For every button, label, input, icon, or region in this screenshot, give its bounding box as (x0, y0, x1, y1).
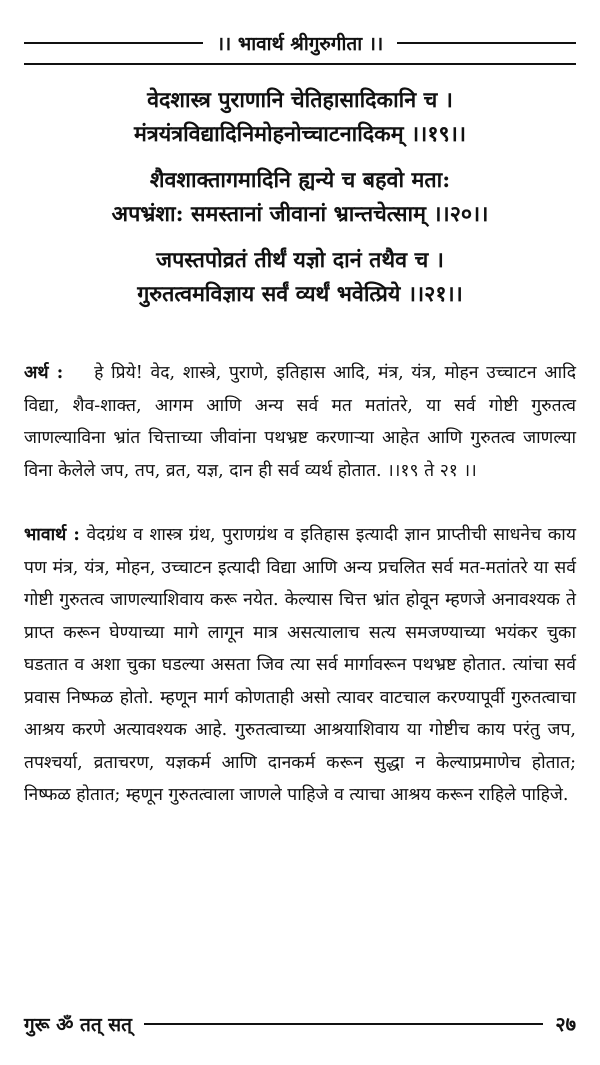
meaning-label: अर्थ : (24, 363, 64, 383)
page-number: २७ (555, 1012, 576, 1036)
verses (0, 84, 600, 324)
verse-21 (0, 244, 600, 312)
footer-text: गुरू ॐ तत् सत् (24, 1013, 132, 1036)
verse-19 (0, 84, 600, 152)
meaning-paragraph (24, 357, 576, 487)
verse-line: जपस्तपोव्रतं तीर्थं यज्ञो दानं तथैव च । (156, 248, 444, 273)
verse-line: गुरुतत्वमविज्ञाय सर्वं व्यर्थं भवेत्प्रिये ।।२१।। (137, 282, 463, 307)
explanation-text: वेदग्रंथ व शास्त्र ग्रंथ, पुराणग्रंथ व इतिहास इत्यादी ज्ञान प्राप्तीची साधनेच काय पण मंत्र, यंत्र, मोहन, उच्चाटन इत्यादी विद्या आणि अन्य प्रचलित सर्व मत-मतांतरे या सर्व गोष्टी गुरुतत्व जाणल्याशिवाय करू नयेत. केल्यास चित्त भ्रांत होवून म्हणजे अनावश्यक ते प्राप्त करून घेण्याच्या मागे लागून मात्र असत्यालाच सत्य समजण्याच्या भयंकर चुका घडतात व अशा चुका घडल्या असता जिव त्या सर्व मार्गावरून पथभ्रष्ट होतात. त्यांचा सर्व प्रवास निष्फळ होतो. म्हणून मार्ग कोणताही असो त्यावर वाटचाल करण्यापूर्वी गुरुतत्वाचा आश्रय करणे अत्यावश्यक आहे. गुरुतत्वाच्या आश्रयाशिवाय या गोष्टीच काय परंतु जप, तपश्चर्या, व्रताचरण, यज्ञकर्म आणि दानकर्म करून सुद्धा न केल्याप्रमाणेच होतात; निष्फळ होतात; म्हणून गुरुतत्वाला जाणले पाहिजे व त्याचा आश्रय करून राहिले पाहिजे. (24, 525, 576, 805)
verse-line: वेदशास्त्र पुराणानि चेतिहासादिकानि च । (147, 88, 453, 113)
explanation-paragraph (24, 519, 576, 812)
running-header (24, 30, 576, 56)
verse-line: मंत्रयंत्रविद्यादिनिमोहनोच्चाटनादिकम् ।।१९।। (134, 122, 466, 147)
verse-line: शैवशाक्तागमादिनि ह्यन्ये च बहवो मता: (149, 168, 451, 193)
meaning-text: हे प्रिये! वेद, शास्त्रे, पुराणे, इतिहास आदि, मंत्र, यंत्र, मोहन उच्चाटन आदि विद्या, शैव-शाक्त, आगम आणि अन्य सर्व मत मतांतरे, या सर्व गोष्टी गुरुतत्व जाणल्याविना भ्रांत चित्ताच्या जीवांना पथभ्रष्ट करणाऱ्या आहेत आणि गुरुतत्व जाणल्या विना केलेले जप, तप, व्रत, यज्ञ, दान ही सर्व व्यर्थ होतात. ।।१९ ते २१ ।। (24, 363, 576, 481)
verse-20 (0, 164, 600, 232)
header-dash-left (24, 42, 203, 44)
explanation-label: भावार्थ : (24, 525, 80, 545)
footer-dash (144, 1023, 543, 1025)
header-rule (24, 63, 576, 65)
header-dash-right (397, 42, 576, 44)
verse-line: अपभ्रंशा: समस्तानां जीवानां भ्रान्तचेत्साम् ।।२०।। (111, 202, 489, 227)
header-title: ।। भावार्थ श्रीगुरुगीता ।। (216, 33, 384, 55)
running-footer (24, 1010, 576, 1037)
